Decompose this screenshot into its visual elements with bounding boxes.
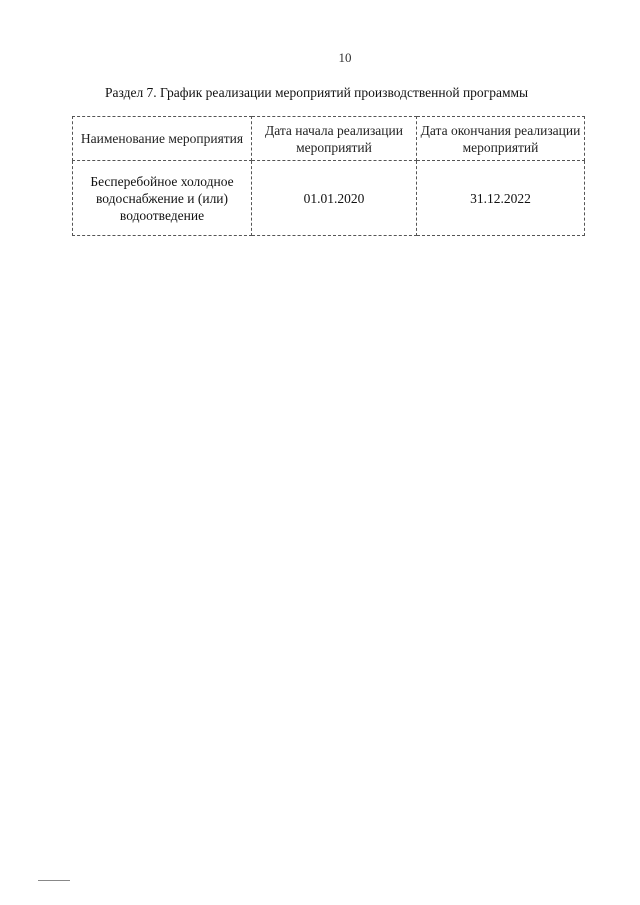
header-end-date: Дата окончания реализации мероприятий [417, 117, 585, 161]
section-title: Раздел 7. График реализации мероприятий производственной программы [105, 85, 529, 100]
page-number: 10 [338, 50, 352, 65]
table-header-row [73, 117, 585, 161]
footer-rule [38, 880, 70, 881]
header-start-date: Дата начала реализации мероприятий [252, 117, 417, 161]
table-row [73, 161, 585, 236]
cell-event-name: Бесперебойное холодное водоснабжение и (или) водоотведение [73, 161, 252, 236]
cell-end-date: 31.12.2022 [417, 161, 585, 236]
header-event-name: Наименование мероприятия [73, 117, 252, 161]
schedule-table [72, 116, 585, 236]
cell-start-date: 01.01.2020 [252, 161, 417, 236]
